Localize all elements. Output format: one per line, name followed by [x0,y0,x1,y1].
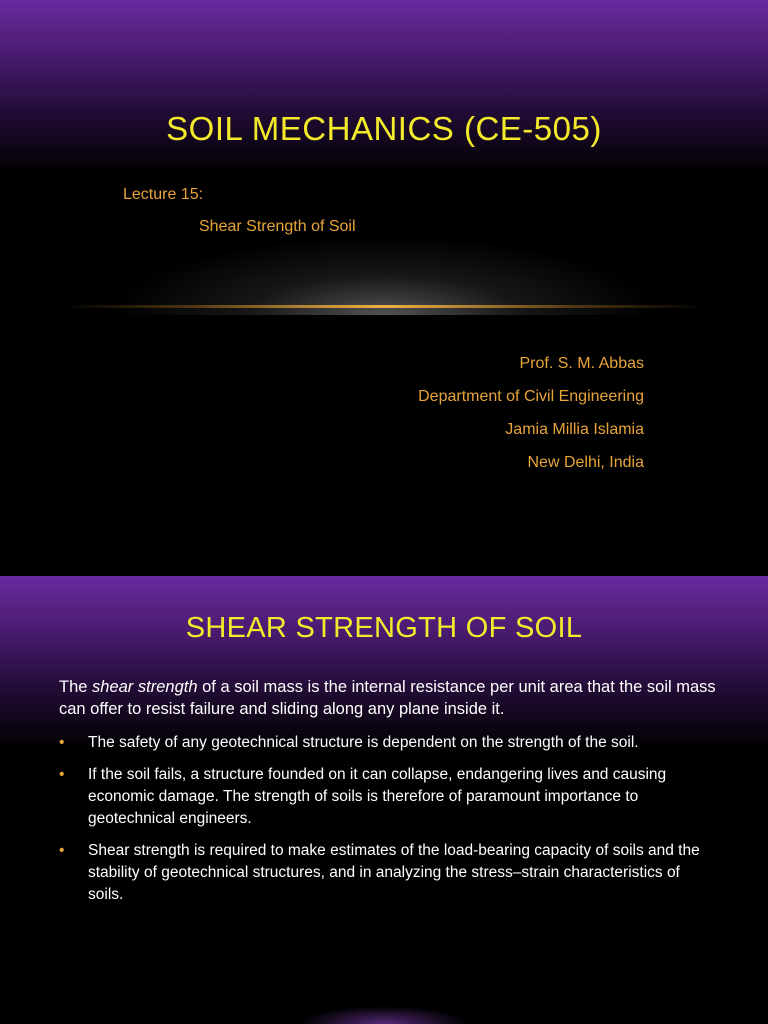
intro-prefix: The [59,678,93,696]
bullet-list [59,732,719,916]
author-name: Prof. S. M. Abbas [519,355,644,372]
slide-title: SHEAR STRENGTH OF SOIL [185,612,583,644]
intro-paragraph [59,676,719,720]
bullet-text: If the soil fails, a structure founded on it can collapse, endangering lives and causing economic damage. The strength of soils is therefore of paramount importance to geotechnical engineers. [88,766,667,827]
header-gradient [0,576,768,751]
author-department: Department of Civil Engineering [418,388,644,405]
decorative-glow [110,235,658,315]
bullet-text: Shear strength is required to make estimates of the load-bearing capacity of soils and the stability of geotechnical structures, and in analyzing the stress–strain characteristics of soils. [88,842,700,903]
header-gradient [0,0,768,175]
author-institution: Jamia Millia Islamia [505,421,644,438]
decorative-bottom-glow [300,1006,468,1024]
author-block [418,354,644,486]
bullet-text: The safety of any geotechnical structure is dependent on the strength of the soil. [88,734,639,751]
bullet-marker: • [59,842,65,859]
bullet-item [59,840,719,906]
lecture-number: Lecture 15: [123,186,204,203]
lecture-topic: Shear Strength of Soil [199,218,356,235]
intro-rest: of a soil mass is the internal resistance per unit area that the soil mass can offer to resist failure and sliding along any plane inside it. [59,678,716,718]
bullet-item [59,764,719,830]
slide-title: SOIL MECHANICS (CE-505) [166,110,602,147]
bullet-item [59,732,719,754]
author-location: New Delhi, India [527,454,644,471]
content-slide [0,576,768,1024]
intro-term: shear strength [92,678,198,696]
decorative-divider-line [60,305,708,308]
bullet-marker: • [59,734,65,751]
bullet-marker: • [59,766,65,783]
